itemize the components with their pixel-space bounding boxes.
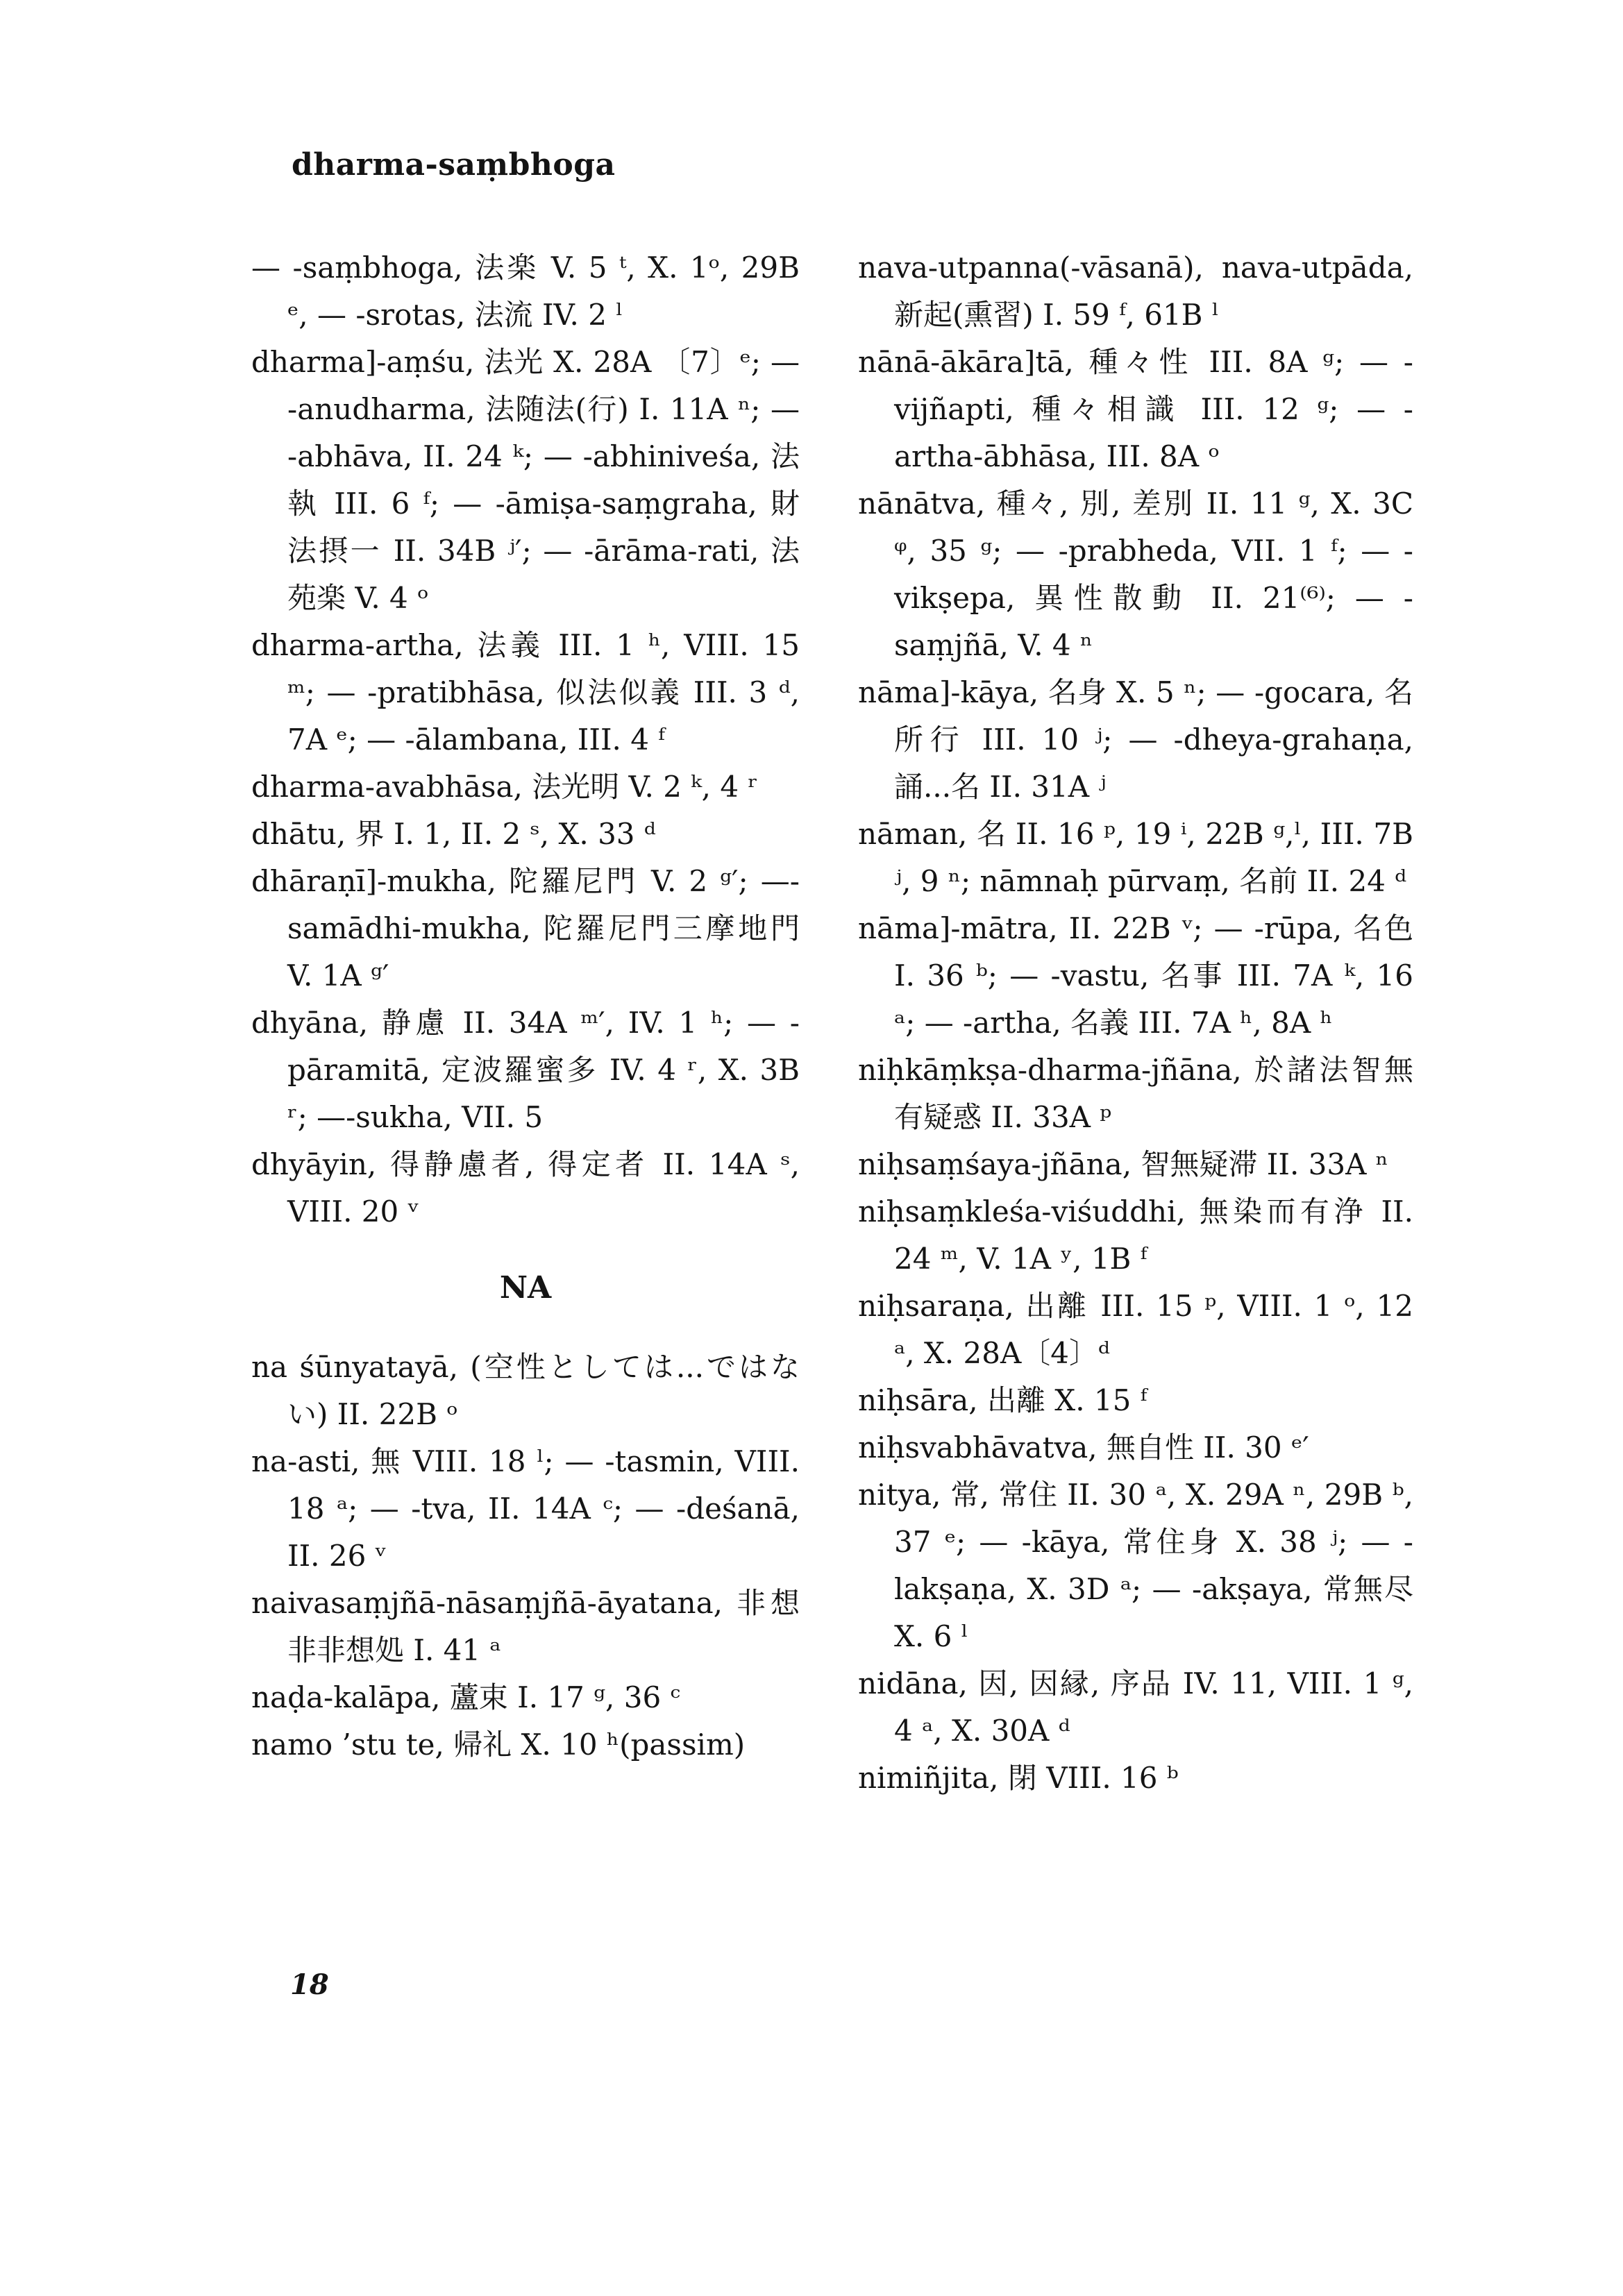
index-entry: — -saṃbhoga, 法楽 V. 5 ᵗ, X. 1ᵒ, 29B ᵉ, — -srotas, 法流 IV. 2 ˡ <box>251 251 800 332</box>
index-entry: niḥsvabhāvatva, 無自性 II. 30 ᵉ′ <box>858 1430 1309 1464</box>
index-entry: na-asti, 無 VIII. 18 ˡ; — -tasmin, VIII. 18 ᵃ; — -tva, II. 14A ᶜ; — -deśanā, II. 26 ᵛ <box>251 1444 800 1573</box>
page-number: 18 <box>290 1968 329 2001</box>
section-heading: NA <box>499 1270 552 1306</box>
index-entry: dharma-avabhāsa, 法光明 V. 2 ᵏ, 4 ʳ <box>251 770 758 804</box>
index-entry: niḥsāra, 出離 X. 15 ᶠ <box>858 1383 1147 1417</box>
index-entry: na śūnyatayā, (空性としては...ではない) II. 22B ᵒ <box>251 1350 800 1431</box>
index-entry: dhāraṇī]-mukha, 陀羅尼門 V. 2 ᵍ′; —-samādhi-mukha, 陀羅尼門三摩地門 V. 1A ᵍ′ <box>251 864 800 993</box>
index-entry: namo ’stu te, 帰礼 X. 10 ʰ(passim) <box>251 1728 746 1762</box>
index-entry: nāma]-mātra, II. 22B ᵛ; — -rūpa, 名色 I. 36 ᵇ; — -vastu, 名事 III. 7A ᵏ, 16 ᵃ; — -artha, 名義 III. 7A ʰ, 8A ʰ <box>858 911 1413 1040</box>
index-entry: niḥsaraṇa, 出離 III. 15 ᵖ, VIII. 1 ᵒ, 12 ᵃ, X. 28A〔4〕ᵈ <box>858 1289 1413 1370</box>
index-entry: nānātva, 種々, 別, 差別 II. 11 ᵍ, X. 3C ᵠ, 35 ᵍ; — -prabheda, VII. 1 ᶠ; — -vikṣepa, 異性散動 II. 21⁽⁶⁾; — -saṃjñā, V. 4 ⁿ <box>858 487 1413 662</box>
left-column <box>251 244 800 1769</box>
index-entry: dharma-artha, 法義 III. 1 ʰ, VIII. 15 ᵐ; — -pratibhāsa, 似法似義 III. 3 ᵈ, 7A ᵉ; — -ālambana, III. 4 ᶠ <box>251 628 800 757</box>
running-head: dharma-saṃbhoga <box>292 147 616 183</box>
index-entry: naivasaṃjñā-nāsaṃjñā-āyatana, 非想非非想処 I. 41 ᵃ <box>251 1586 800 1667</box>
index-entry: dhyāyin, 得静慮者, 得定者 II. 14A ˢ, VIII. 20 ᵛ <box>251 1147 800 1229</box>
index-entry: nitya, 常, 常住 II. 30 ᵃ, X. 29A ⁿ, 29B ᵇ, 37 ᵉ; — -kāya, 常住身 X. 38 ʲ; — -lakṣaṇa, X. 3D ᵃ; — -akṣaya, 常無尽 X. 6 ˡ <box>858 1478 1413 1653</box>
index-entry: nāma]-kāya, 名身 X. 5 ⁿ; — -gocara, 名所行 III. 10 ʲ; — -dheya-grahaṇa, 誦...名 II. 31A ʲ <box>858 675 1413 804</box>
index-entry: niḥkāṃkṣa-dharma-jñāna, 於諸法智無有疑惑 II. 33A ᵖ <box>858 1053 1413 1134</box>
index-entry: dharma]-aṃśu, 法光 X. 28A 〔7〕ᵉ; — -anudharma, 法随法(行) I. 11A ⁿ; — -abhāva, II. 24 ᵏ; — -abhiniveśa, 法執 III. 6 ᶠ; — -āmiṣa-saṃgraha, 財法摂一 II. 34B ʲ′; — -ārāma-rati, 法苑楽 V. 4 ᵒ <box>251 345 800 615</box>
index-entry: niḥsaṃśaya-jñāna, 智無疑滞 II. 33A ⁿ <box>858 1147 1388 1181</box>
index-entry: nānā-ākāra]tā, 種々性 III. 8A ᵍ; — -vijñapti, 種々相識 III. 12 ᵍ; — -artha-ābhāsa, III. 8A ᵒ <box>858 345 1413 473</box>
index-entry: nāman, 名 II. 16 ᵖ, 19 ⁱ, 22B ᵍ,ˡ, III. 7B ʲ, 9 ⁿ; nāmnaḥ pūrvaṃ, 名前 II. 24 ᵈ <box>858 817 1413 898</box>
index-entry: nimiñjita, 閉 VIII. 16 ᵇ <box>858 1761 1179 1795</box>
index-entry: niḥsaṃkleśa-viśuddhi, 無染而有浄 II. 24 ᵐ, V. 1A ʸ, 1B ᶠ <box>858 1195 1413 1276</box>
index-entry: dhātu, 界 I. 1, II. 2 ˢ, X. 33 ᵈ <box>251 817 656 851</box>
index-entry: nidāna, 因, 因縁, 序品 IV. 11, VIII. 1 ᵍ, 4 ᵃ, X. 30A ᵈ <box>858 1666 1413 1748</box>
right-column <box>858 244 1413 1802</box>
index-entry: dhyāna, 静慮 II. 34A ᵐ′, IV. 1 ʰ; — -pāramitā, 定波羅蜜多 IV. 4 ʳ, X. 3B ʳ; —-sukha, VII. 5 <box>251 1006 800 1134</box>
index-entry: nava-utpanna(-vāsanā), nava-utpāda, 新起(熏習) I. 59 ᶠ, 61B ˡ <box>858 251 1413 332</box>
index-entry: naḍa-kalāpa, 蘆束 I. 17 ᵍ, 36 ᶜ <box>251 1680 681 1714</box>
